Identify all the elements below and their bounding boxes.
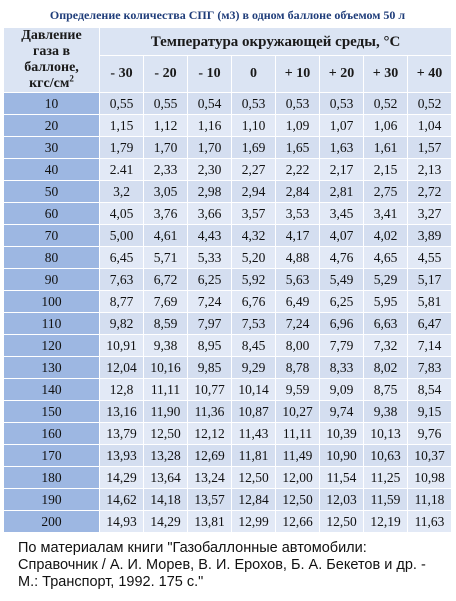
value-cell: 3,53 bbox=[276, 203, 320, 225]
value-cell: 3,27 bbox=[408, 203, 452, 225]
value-cell: 11,11 bbox=[144, 379, 188, 401]
value-cell: 10,16 bbox=[144, 357, 188, 379]
value-cell: 2,27 bbox=[232, 159, 276, 181]
pressure-cell: 170 bbox=[4, 445, 100, 467]
value-cell: 1,10 bbox=[232, 115, 276, 137]
pressure-cell: 100 bbox=[4, 291, 100, 313]
value-cell: 9,38 bbox=[144, 335, 188, 357]
table-row bbox=[4, 137, 452, 159]
value-cell: 12,50 bbox=[276, 489, 320, 511]
pressure-cell: 130 bbox=[4, 357, 100, 379]
pressure-header-line3: кгс/см bbox=[29, 76, 70, 91]
value-cell: 12,19 bbox=[364, 511, 408, 533]
value-cell: 7,79 bbox=[320, 335, 364, 357]
value-cell: 1,65 bbox=[276, 137, 320, 159]
value-cell: 2,17 bbox=[320, 159, 364, 181]
header-row-top bbox=[4, 28, 452, 56]
value-cell: 2,33 bbox=[144, 159, 188, 181]
value-cell: 5,49 bbox=[320, 269, 364, 291]
value-cell: 10,13 bbox=[364, 423, 408, 445]
value-cell: 9,09 bbox=[320, 379, 364, 401]
value-cell: 3,45 bbox=[320, 203, 364, 225]
value-cell: 9,76 bbox=[408, 423, 452, 445]
value-cell: 7,24 bbox=[276, 313, 320, 335]
temperature-label: - 20 bbox=[144, 56, 188, 93]
value-cell: 12,84 bbox=[232, 489, 276, 511]
value-cell: 1,06 bbox=[364, 115, 408, 137]
value-cell: 8,45 bbox=[232, 335, 276, 357]
pressure-cell: 60 bbox=[4, 203, 100, 225]
value-cell: 14,29 bbox=[144, 511, 188, 533]
value-cell: 6,25 bbox=[320, 291, 364, 313]
value-cell: 8,78 bbox=[276, 357, 320, 379]
value-cell: 1,15 bbox=[100, 115, 144, 137]
value-cell: 1,04 bbox=[408, 115, 452, 137]
pressure-cell: 110 bbox=[4, 313, 100, 335]
pressure-header bbox=[4, 28, 100, 93]
value-cell: 0,55 bbox=[100, 93, 144, 115]
table-row bbox=[4, 357, 452, 379]
pressure-cell: 140 bbox=[4, 379, 100, 401]
pressure-cell: 30 bbox=[4, 137, 100, 159]
value-cell: 12,8 bbox=[100, 379, 144, 401]
value-cell: 6,45 bbox=[100, 247, 144, 269]
table-row bbox=[4, 159, 452, 181]
table-row bbox=[4, 313, 452, 335]
value-cell: 6,63 bbox=[364, 313, 408, 335]
value-cell: 8,00 bbox=[276, 335, 320, 357]
value-cell: 4,02 bbox=[364, 225, 408, 247]
pressure-cell: 200 bbox=[4, 511, 100, 533]
pressure-header-sup: 2 bbox=[69, 73, 74, 84]
value-cell: 7,97 bbox=[188, 313, 232, 335]
temperature-label: - 30 bbox=[100, 56, 144, 93]
value-cell: 14,93 bbox=[100, 511, 144, 533]
value-cell: 13,79 bbox=[100, 423, 144, 445]
value-cell: 9,85 bbox=[188, 357, 232, 379]
value-cell: 11,81 bbox=[232, 445, 276, 467]
temperature-label: + 30 bbox=[364, 56, 408, 93]
value-cell: 7,63 bbox=[100, 269, 144, 291]
value-cell: 4,05 bbox=[100, 203, 144, 225]
pressure-cell: 70 bbox=[4, 225, 100, 247]
value-cell: 10,87 bbox=[232, 401, 276, 423]
pressure-cell: 40 bbox=[4, 159, 100, 181]
value-cell: 5,20 bbox=[232, 247, 276, 269]
value-cell: 13,57 bbox=[188, 489, 232, 511]
table-title-row bbox=[4, 4, 452, 28]
value-cell: 6,49 bbox=[276, 291, 320, 313]
value-cell: 12,99 bbox=[232, 511, 276, 533]
value-cell: 13,64 bbox=[144, 467, 188, 489]
value-cell: 4,07 bbox=[320, 225, 364, 247]
value-cell: 8,02 bbox=[364, 357, 408, 379]
table-row bbox=[4, 93, 452, 115]
value-cell: 6,76 bbox=[232, 291, 276, 313]
value-cell: 0,53 bbox=[232, 93, 276, 115]
value-cell: 8,77 bbox=[100, 291, 144, 313]
value-cell: 11,18 bbox=[408, 489, 452, 511]
value-cell: 5,71 bbox=[144, 247, 188, 269]
value-cell: 11,25 bbox=[364, 467, 408, 489]
value-cell: 10,27 bbox=[276, 401, 320, 423]
value-cell: 13,24 bbox=[188, 467, 232, 489]
value-cell: 8,59 bbox=[144, 313, 188, 335]
value-cell: 10,91 bbox=[100, 335, 144, 357]
temperature-label: + 10 bbox=[276, 56, 320, 93]
value-cell: 1,16 bbox=[188, 115, 232, 137]
temperature-label: + 40 bbox=[408, 56, 452, 93]
value-cell: 6,47 bbox=[408, 313, 452, 335]
value-cell: 6,25 bbox=[188, 269, 232, 291]
value-cell: 1,09 bbox=[276, 115, 320, 137]
value-cell: 4,17 bbox=[276, 225, 320, 247]
value-cell: 4,65 bbox=[364, 247, 408, 269]
value-cell: 3,41 bbox=[364, 203, 408, 225]
value-cell: 7,69 bbox=[144, 291, 188, 313]
value-cell: 2,98 bbox=[188, 181, 232, 203]
pressure-cell: 150 bbox=[4, 401, 100, 423]
value-cell: 1,70 bbox=[188, 137, 232, 159]
value-cell: 5,33 bbox=[188, 247, 232, 269]
table-row bbox=[4, 511, 452, 533]
value-cell: 8,54 bbox=[408, 379, 452, 401]
value-cell: 14,62 bbox=[100, 489, 144, 511]
value-cell: 5,29 bbox=[364, 269, 408, 291]
value-cell: 8,95 bbox=[188, 335, 232, 357]
value-cell: 5,95 bbox=[364, 291, 408, 313]
value-cell: 6,72 bbox=[144, 269, 188, 291]
value-cell: 1,12 bbox=[144, 115, 188, 137]
pressure-cell: 190 bbox=[4, 489, 100, 511]
value-cell: 12,50 bbox=[320, 511, 364, 533]
value-cell: 12,50 bbox=[144, 423, 188, 445]
value-cell: 10,98 bbox=[408, 467, 452, 489]
temperature-label: + 20 bbox=[320, 56, 364, 93]
value-cell: 0,53 bbox=[276, 93, 320, 115]
value-cell: 4,43 bbox=[188, 225, 232, 247]
value-cell: 13,16 bbox=[100, 401, 144, 423]
value-cell: 9,59 bbox=[276, 379, 320, 401]
value-cell: 0,53 bbox=[320, 93, 364, 115]
value-cell: 2,94 bbox=[232, 181, 276, 203]
value-cell: 7,83 bbox=[408, 357, 452, 379]
value-cell: 5,63 bbox=[276, 269, 320, 291]
value-cell: 7,53 bbox=[232, 313, 276, 335]
pressure-cell: 90 bbox=[4, 269, 100, 291]
table-row bbox=[4, 225, 452, 247]
pressure-cell: 50 bbox=[4, 181, 100, 203]
value-cell: 3,57 bbox=[232, 203, 276, 225]
value-cell: 3,2 bbox=[100, 181, 144, 203]
value-cell: 2,22 bbox=[276, 159, 320, 181]
pressure-cell: 80 bbox=[4, 247, 100, 269]
value-cell: 5,17 bbox=[408, 269, 452, 291]
value-cell: 0,52 bbox=[364, 93, 408, 115]
value-cell: 4,61 bbox=[144, 225, 188, 247]
table-row bbox=[4, 115, 452, 137]
value-cell: 10,77 bbox=[188, 379, 232, 401]
table-row bbox=[4, 335, 452, 357]
table-row bbox=[4, 445, 452, 467]
value-cell: 2,30 bbox=[188, 159, 232, 181]
value-cell: 8,75 bbox=[364, 379, 408, 401]
value-cell: 11,11 bbox=[276, 423, 320, 445]
table-title: Определение количества СПГ (м3) в одном баллоне объемом 50 л bbox=[4, 4, 452, 28]
pressure-cell: 160 bbox=[4, 423, 100, 445]
value-cell: 2,15 bbox=[364, 159, 408, 181]
value-cell: 2,81 bbox=[320, 181, 364, 203]
value-cell: 4,55 bbox=[408, 247, 452, 269]
value-cell: 3,05 bbox=[144, 181, 188, 203]
value-cell: 2,13 bbox=[408, 159, 452, 181]
value-cell: 11,36 bbox=[188, 401, 232, 423]
value-cell: 9,74 bbox=[320, 401, 364, 423]
value-cell: 11,54 bbox=[320, 467, 364, 489]
value-cell: 4,32 bbox=[232, 225, 276, 247]
value-cell: 12,03 bbox=[320, 489, 364, 511]
value-cell: 6,96 bbox=[320, 313, 364, 335]
value-cell: 12,66 bbox=[276, 511, 320, 533]
value-cell: 3,76 bbox=[144, 203, 188, 225]
table-row bbox=[4, 379, 452, 401]
pressure-header-line2: газа в баллоне, bbox=[24, 44, 79, 75]
value-cell: 4,76 bbox=[320, 247, 364, 269]
value-cell: 11,43 bbox=[232, 423, 276, 445]
value-cell: 14,18 bbox=[144, 489, 188, 511]
value-cell: 5,92 bbox=[232, 269, 276, 291]
temperature-label: 0 bbox=[232, 56, 276, 93]
value-cell: 2,72 bbox=[408, 181, 452, 203]
value-cell: 9,29 bbox=[232, 357, 276, 379]
value-cell: 7,32 bbox=[364, 335, 408, 357]
value-cell: 7,14 bbox=[408, 335, 452, 357]
value-cell: 2,75 bbox=[364, 181, 408, 203]
pressure-header-line1: Давление bbox=[21, 28, 82, 43]
table-row bbox=[4, 291, 452, 313]
table-row bbox=[4, 181, 452, 203]
table-row bbox=[4, 401, 452, 423]
value-cell: 10,39 bbox=[320, 423, 364, 445]
temperature-label: - 10 bbox=[188, 56, 232, 93]
pressure-cell: 10 bbox=[4, 93, 100, 115]
value-cell: 12,69 bbox=[188, 445, 232, 467]
value-cell: 1,57 bbox=[408, 137, 452, 159]
value-cell: 11,63 bbox=[408, 511, 452, 533]
value-cell: 1,63 bbox=[320, 137, 364, 159]
value-cell: 1,07 bbox=[320, 115, 364, 137]
value-cell: 3,89 bbox=[408, 225, 452, 247]
value-cell: 1,70 bbox=[144, 137, 188, 159]
pressure-cell: 120 bbox=[4, 335, 100, 357]
value-cell: 11,59 bbox=[364, 489, 408, 511]
value-cell: 9,15 bbox=[408, 401, 452, 423]
table-row bbox=[4, 467, 452, 489]
value-cell: 14,29 bbox=[100, 467, 144, 489]
lng-quantity-table bbox=[3, 3, 452, 533]
value-cell: 10,90 bbox=[320, 445, 364, 467]
value-cell: 12,00 bbox=[276, 467, 320, 489]
value-cell: 10,14 bbox=[232, 379, 276, 401]
table-row bbox=[4, 203, 452, 225]
value-cell: 2,84 bbox=[276, 181, 320, 203]
value-cell: 13,93 bbox=[100, 445, 144, 467]
lng-table-container bbox=[3, 3, 452, 533]
value-cell: 0,52 bbox=[408, 93, 452, 115]
value-cell: 9,38 bbox=[364, 401, 408, 423]
value-cell: 0,55 bbox=[144, 93, 188, 115]
value-cell: 10,63 bbox=[364, 445, 408, 467]
value-cell: 12,12 bbox=[188, 423, 232, 445]
value-cell: 7,24 bbox=[188, 291, 232, 313]
source-note: По материалам книги "Газобаллонные автомобили: Справочник / А. И. Морев, В. И. Ерохов, Б. А. Бекетов и др. - М.: Транспорт, 1992. 175 с." bbox=[18, 540, 426, 590]
pressure-cell: 20 bbox=[4, 115, 100, 137]
value-cell: 3,66 bbox=[188, 203, 232, 225]
value-cell: 12,04 bbox=[100, 357, 144, 379]
pressure-cell: 180 bbox=[4, 467, 100, 489]
table-row bbox=[4, 247, 452, 269]
value-cell: 4,88 bbox=[276, 247, 320, 269]
table-row bbox=[4, 269, 452, 291]
value-cell: 5,81 bbox=[408, 291, 452, 313]
temperature-header: Температура окружающей среды, °С bbox=[100, 28, 452, 56]
value-cell: 11,90 bbox=[144, 401, 188, 423]
value-cell: 8,33 bbox=[320, 357, 364, 379]
value-cell: 13,28 bbox=[144, 445, 188, 467]
value-cell: 10,37 bbox=[408, 445, 452, 467]
value-cell: 0,54 bbox=[188, 93, 232, 115]
value-cell: 11,49 bbox=[276, 445, 320, 467]
value-cell: 9,82 bbox=[100, 313, 144, 335]
table-row bbox=[4, 423, 452, 445]
value-cell: 1,69 bbox=[232, 137, 276, 159]
value-cell: 1,79 bbox=[100, 137, 144, 159]
value-cell: 2.41 bbox=[100, 159, 144, 181]
value-cell: 5,00 bbox=[100, 225, 144, 247]
value-cell: 13,81 bbox=[188, 511, 232, 533]
value-cell: 12,50 bbox=[232, 467, 276, 489]
value-cell: 1,61 bbox=[364, 137, 408, 159]
table-row bbox=[4, 489, 452, 511]
